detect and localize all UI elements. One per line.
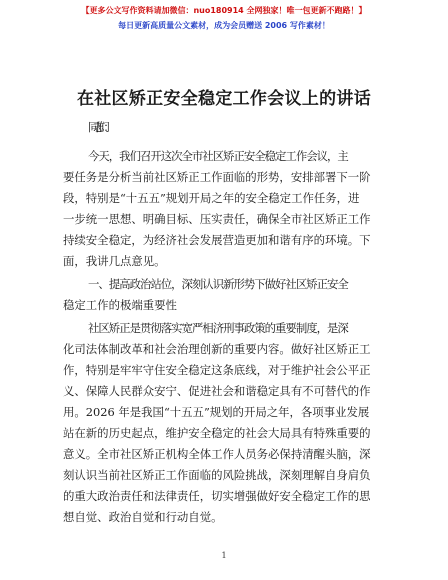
body-line: 持续安全稳定，为经济社会发展营造更加和谐有序的环境。下 [63, 233, 371, 247]
body-line: 作，特别是牢牢守住安全稳定这条底线，对于维护社会公平正 [63, 363, 371, 377]
body-line: 站在新的历史起点，维护安全稳定的社会大局具有特殊重要的 [63, 426, 371, 440]
body-line: 意义。全市社区矫正机构全体工作人员务必保持清醒头脑，深 [63, 447, 371, 461]
body-line: 一步统一思想、明确目标、压实责任，确保全市社区矫正工作 [63, 212, 371, 226]
body-line: 义、保障人民群众安宁、促进社会和谐稳定具有不可替代的作 [63, 384, 371, 398]
body-line: 要任务是分析当前社区矫正工作面临的形势，安排部署下一阶 [63, 170, 371, 184]
body-line: 用。2026 年是我国“十五五”规划的开局之年，各项事业发展 [63, 405, 370, 419]
body-line: 化司法体制改革和社会治理创新的重要内容。做好社区矫正工 [63, 342, 371, 356]
page-number: 1 [221, 551, 227, 560]
document-title: 在社区矫正安全稳定工作会议上的讲话 [76, 89, 372, 109]
body-line: 今天，我们召开这次全市社区矫正安全稳定工作会议，主 [88, 149, 348, 163]
salutation: 同志们： [88, 120, 109, 134]
body-line: 面，我讲几点意见。 [63, 254, 166, 268]
body-line: 刻认识当前社区矫正工作面临的风险挑战，深刻理解自身肩负 [63, 468, 371, 482]
section-heading-line: 稳定工作的极端重要性 [63, 298, 177, 312]
body-line: 社区矫正是贯彻落实宽严相济刑事政策的重要制度，是深 [88, 321, 348, 335]
body-line: 段，特别是“十五五”规划开局之年的安全稳定工作任务，进 [63, 191, 360, 205]
promo-banner-line-1: 【更多公文写作资料请加微信：nuo180914 全网独家！唯一包更新不跑路！】 [81, 6, 367, 15]
body-line: 想自觉、政治自觉和行动自觉。 [63, 510, 223, 524]
promo-banner-line-2: 每日更新高质量公文素材，成为会员赠送 2006 写作素材！ [118, 21, 330, 30]
body-line: 的重大政治责任和法律责任，切实增强做好安全稳定工作的思 [63, 489, 371, 503]
section-heading-line: 一、提高政治站位，深刻认识新形势下做好社区矫正安全 [88, 277, 348, 291]
